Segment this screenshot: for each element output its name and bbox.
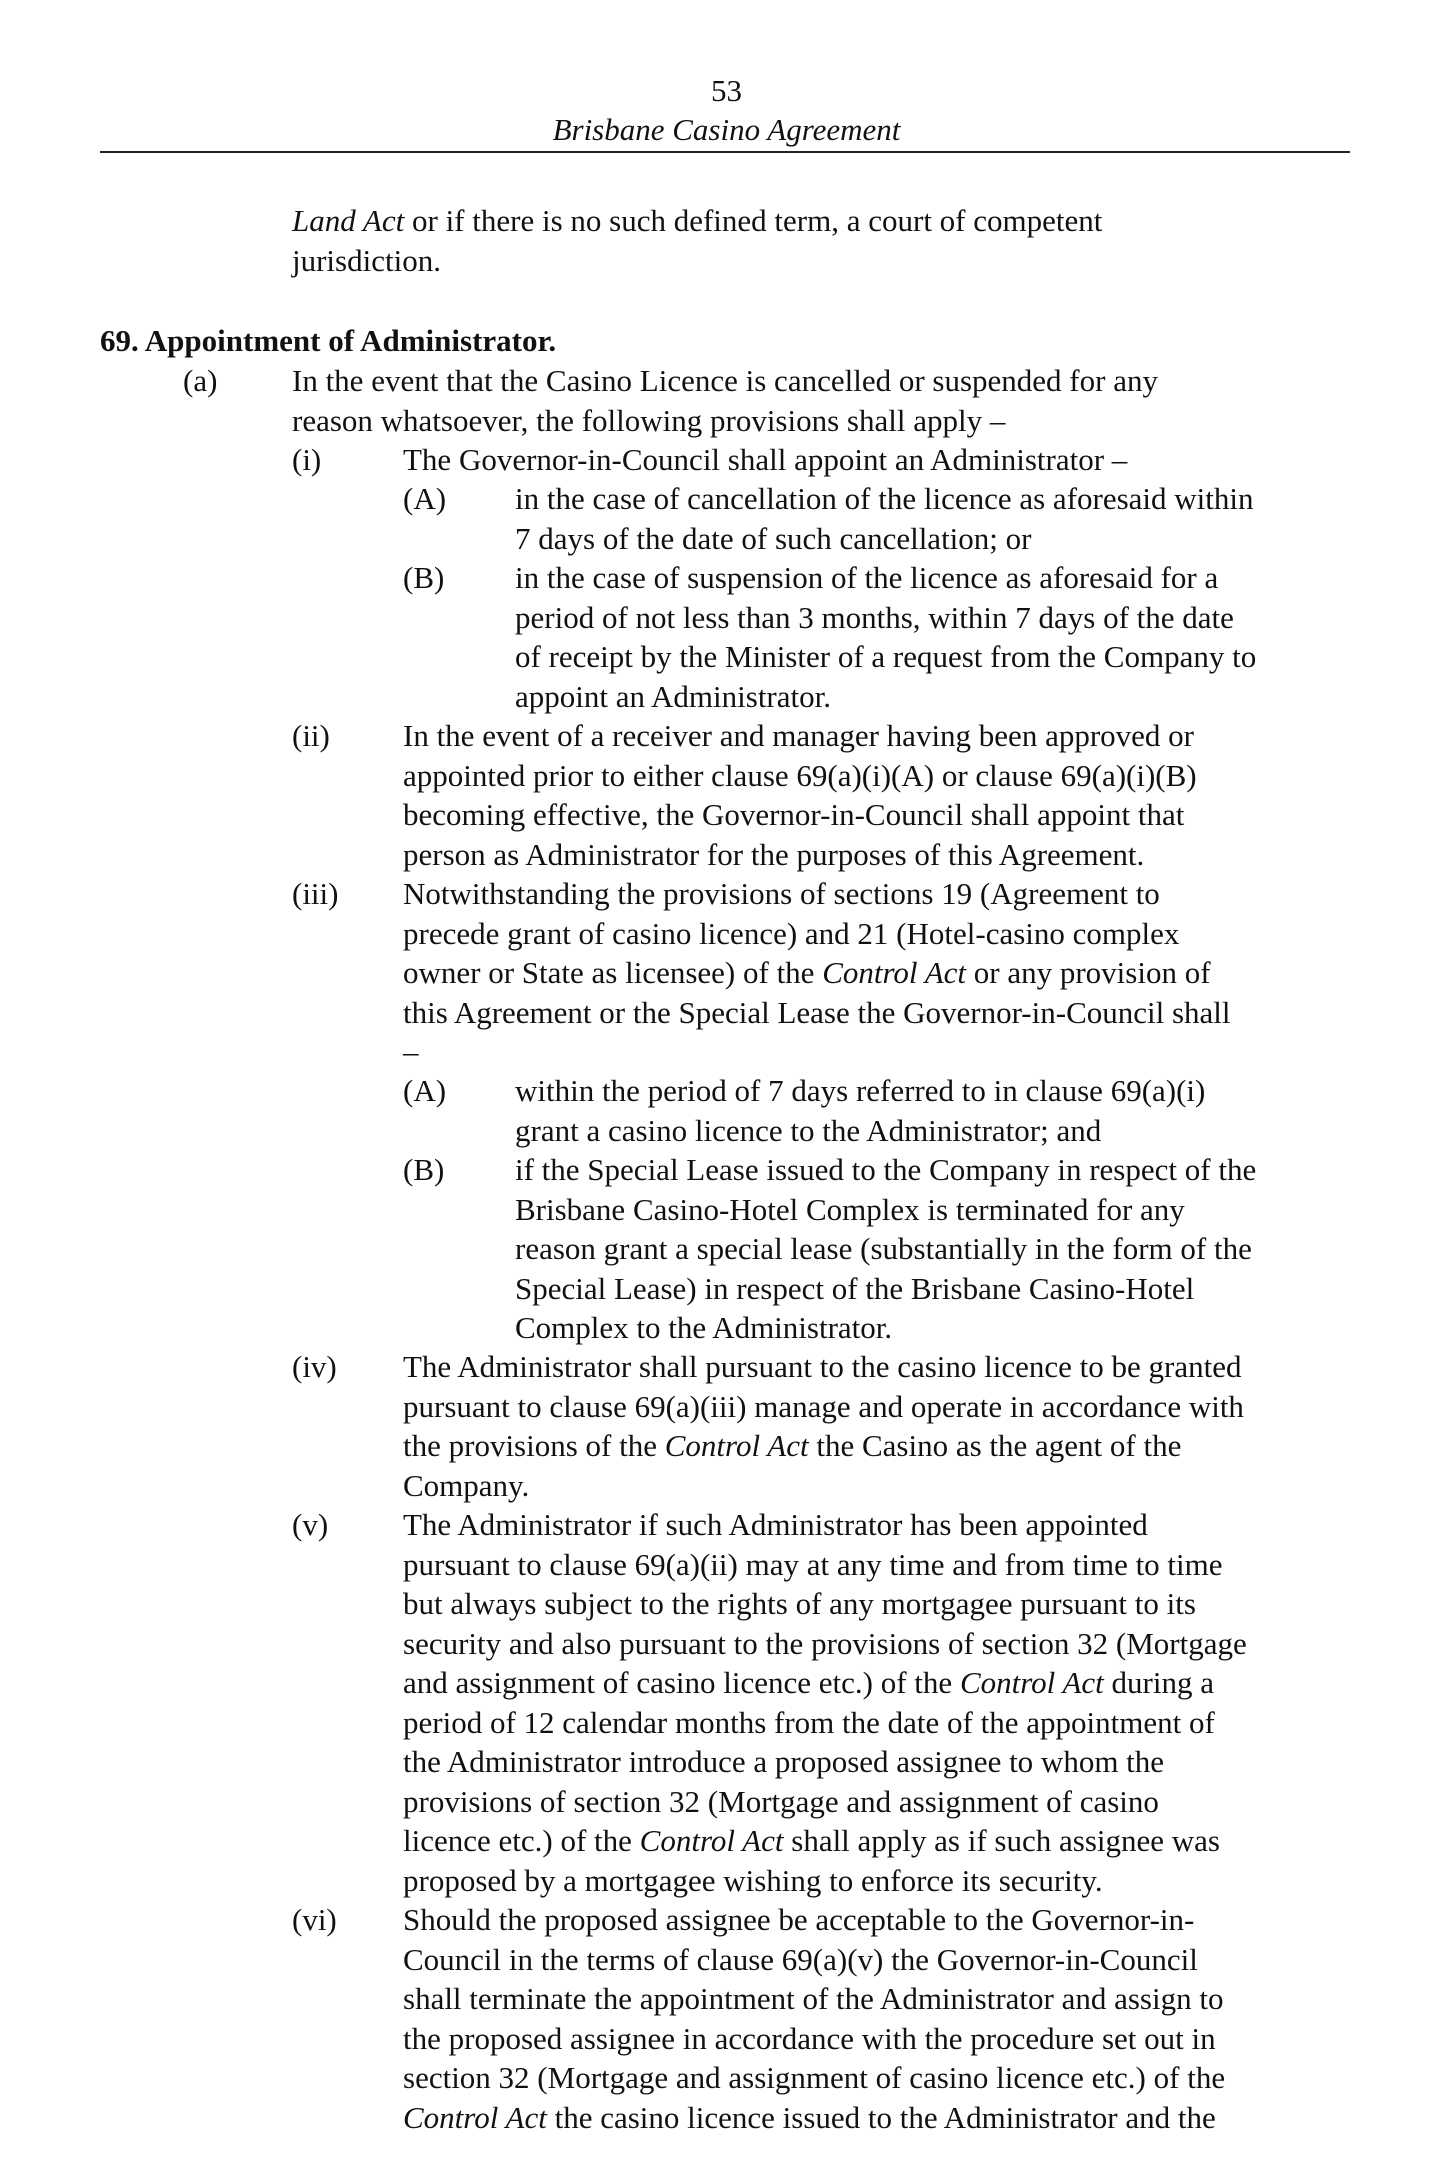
- clause-label-a: (a): [183, 363, 218, 398]
- clause-i-B-text: in the case of suspension of the licence as aforesaid for a period of not less than 3 months, within 7 days of the date of receipt by the Minister of a request from the Company to appoint an Administrator.: [515, 560, 1257, 714]
- continuation-line: jurisdiction.: [292, 242, 441, 278]
- header-rule: [100, 151, 1350, 153]
- clause-label-iv: (iv): [292, 1349, 337, 1384]
- clause-vi-text: Should the proposed assignee be acceptable to the Governor-in- Council in the terms of clause 69(a)(v) the Governor-in-Council shall terminate the appointment of the Administrator and assign to the proposed assignee in accordance with the procedure set out in section 32 (Mortgage and assignment of casino licence etc.) of the Control Act the casino licence issued to the Administrator and the: [403, 1902, 1226, 2135]
- clause-label-i-B: (B): [403, 560, 445, 595]
- clause-a-text: In the event that the Casino Licence is cancelled or suspended for any reason whatsoever, the following provisions shall apply –: [292, 363, 1158, 438]
- continuation-paragraph: [292, 201, 1102, 280]
- clause-label-i: (i): [292, 442, 322, 477]
- clause-iii-A-text: within the period of 7 days referred to in clause 69(a)(i) grant a casino licence to the Administrator; and: [515, 1073, 1206, 1148]
- clause-label-vi: (vi): [292, 1902, 337, 1937]
- clause-label-i-A: (A): [403, 481, 447, 516]
- clause-i-text: The Governor-in-Council shall appoint an Administrator –: [403, 442, 1128, 477]
- clause-iv-text: The Administrator shall pursuant to the casino licence to be granted pursuant to clause 69(a)(iii) manage and operate in accordance with the provisions of the Control Act the Casino as the agent of the Company.: [403, 1349, 1244, 1503]
- running-title: Brisbane Casino Agreement: [552, 112, 901, 147]
- clause-iii-text: Notwithstanding the provisions of sections 19 (Agreement to precede grant of casino licence) and 21 (Hotel-casino complex owner or State as licensee) of the Control Act or any provision of this Agreement or the Special Lease the Governor-in-Council shall –: [403, 876, 1231, 1069]
- section-heading: 69. Appointment of Administrator.: [100, 323, 557, 358]
- page-number: 53: [711, 73, 742, 108]
- clause-label-iii-A: (A): [403, 1073, 447, 1108]
- clause-label-v: (v): [292, 1507, 329, 1542]
- clause-iii-B-text: if the Special Lease issued to the Company in respect of the Brisbane Casino-Hotel Complex is terminated for any reason grant a special lease (substantially in the form of the Special Lease) in respect of the Brisbane Casino-Hotel Complex to the Administrator.: [515, 1152, 1257, 1345]
- clause-ii-text: In the event of a receiver and manager having been approved or appointed prior to either clause 69(a)(i)(A) or clause 69(a)(i)(B) becoming effective, the Governor-in-Council shall appoint that person as Administrator for the purposes of this Agreement.: [403, 718, 1197, 872]
- continuation-line: Land Act or if there is no such defined term, a court of competent: [292, 203, 1103, 238]
- clause-label-ii: (ii): [292, 718, 330, 753]
- clause-i-A-text: in the case of cancellation of the licence as aforesaid within 7 days of the date of such cancellation; or: [515, 481, 1254, 556]
- clause-v-text: The Administrator if such Administrator has been appointed pursuant to clause 69(a)(ii) may at any time and from time to time but always subject to the rights of any mortgagee pursuant to its security and also pursuant to the provisions of section 32 (Mortgage and assignment of casino licence etc.) of the Control Act during a period of 12 calendar months from the date of the appointment of the Administrator introduce a proposed assignee to whom the provisions of section 32 (Mortgage and assignment of casino licence etc.) of the Control Act shall apply as if such assignee was proposed by a mortgagee wishing to enforce its security.: [403, 1507, 1247, 1898]
- clause-label-iii-B: (B): [403, 1152, 445, 1187]
- clause-label-iii: (iii): [292, 876, 339, 911]
